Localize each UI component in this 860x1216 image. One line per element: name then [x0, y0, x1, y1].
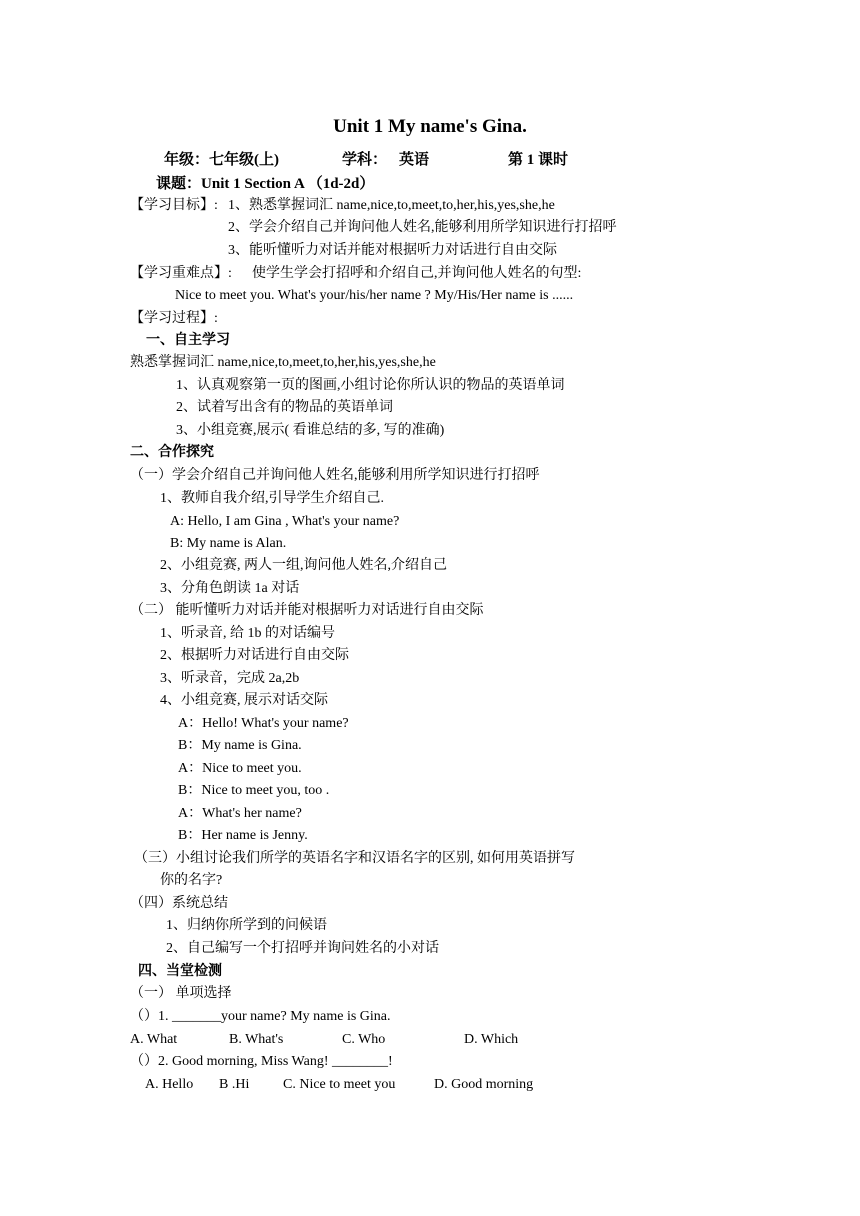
- part1-item: 2、试着写出含有的物品的英语单词: [176, 400, 393, 415]
- dialog-line: [178, 714, 349, 734]
- question-stem: （）2. Good morning, Miss Wang! ________!: [130, 1054, 393, 1069]
- part2-sub3-line: 你的名字?: [160, 873, 223, 888]
- process-label: 【学习过程】:: [130, 311, 218, 326]
- question-stem: （）1. _______your name? My name is Gina.: [130, 1009, 391, 1024]
- part2-sub2-item: 2、根据听力对话进行自由交际: [160, 648, 349, 663]
- grade-label: 年级：: [164, 152, 210, 168]
- objective-item: 1、熟悉掌握词汇 name,nice,to,meet,to,her,his,yes,she,he: [228, 198, 555, 213]
- dialog-line: [178, 804, 302, 824]
- answer-option: C. Nice to meet you: [283, 1077, 396, 1092]
- part2-sub2-item: 3、听录音，完成 2a,2b: [160, 671, 300, 686]
- part2-sub4-heading: （四）系统总结: [130, 896, 228, 911]
- dialog-line: [178, 826, 308, 846]
- subject-value: 英语: [399, 152, 430, 168]
- part1-item: 1、认真观察第一页的图画,小组讨论你所认识的物品的英语单词: [176, 378, 565, 393]
- dialog-text: Hello! What's your name?: [202, 716, 349, 731]
- dialog-speaker: A：: [178, 806, 203, 821]
- part4-heading: 四、当堂检测: [138, 964, 222, 979]
- dialog-text: Her name is Jenny.: [201, 828, 308, 843]
- part1-heading: 一、自主学习: [146, 333, 230, 348]
- grade-value: 七年级(上): [209, 152, 280, 168]
- topic-value: Unit 1 Section A （1d-2d）: [201, 176, 375, 192]
- dialog-line: [178, 781, 329, 801]
- key-points-sentence: Nice to meet you. What's your/his/her name ? My/His/Her name is ......: [175, 288, 574, 303]
- answer-option: A. What: [130, 1032, 178, 1047]
- dialog-text: My name is Gina.: [201, 738, 302, 753]
- part2-sub3-line: （三）小组讨论我们所学的英语名字和汉语名字的区别, 如何用英语拼写: [134, 851, 575, 866]
- document-title: Unit 1 My name's Gina.: [333, 116, 527, 137]
- dialog-line: [178, 759, 302, 779]
- part2-sub1-heading: （一）学会介绍自己并询问他人姓名,能够利用所学知识进行打招呼: [130, 468, 540, 483]
- part2-heading: 二、合作探究: [130, 445, 214, 460]
- objectives-label: 【学习目标】:: [130, 198, 218, 213]
- dialog-text: What's her name?: [202, 806, 302, 821]
- part1-item: 3、小组竞赛,展示( 看谁总结的多, 写的准确): [176, 423, 445, 438]
- key-points-text: 使学生学会打招呼和介绍自己,并询问他人姓名的句型:: [252, 266, 582, 281]
- topic-label: 课题：: [156, 176, 202, 192]
- answer-option: B. What's: [229, 1032, 284, 1047]
- answer-option: A. Hello: [145, 1077, 194, 1092]
- part2-sub4-item: 2、自己编写一个打招呼并询问姓名的小对话: [166, 941, 439, 956]
- grade-line: [164, 150, 279, 170]
- answer-option: D. Which: [464, 1032, 519, 1047]
- part2-sub1-item: 3、分角色朗读 1a 对话: [160, 581, 300, 596]
- part4-sub1-heading: （一） 单项选择: [130, 986, 232, 1001]
- dialog-line: [178, 736, 302, 756]
- dialog-speaker: B：: [178, 828, 202, 843]
- period-text: 第 1 课时: [508, 152, 569, 168]
- dialog-speaker: B：: [178, 783, 202, 798]
- part2-sub4-item: 1、归纳你所学到的问候语: [166, 918, 327, 933]
- objective-item: 3、能听懂听力对话并能对根据听力对话进行自由交际: [228, 243, 557, 258]
- part1-vocab: 熟悉掌握词汇 name,nice,to,meet,to,her,his,yes,she,he: [130, 355, 436, 370]
- dialog-line: B: My name is Alan.: [170, 536, 287, 551]
- dialog-speaker: A：: [178, 761, 203, 776]
- answer-option: C. Who: [342, 1032, 386, 1047]
- dialog-text: Nice to meet you, too .: [201, 783, 330, 798]
- part2-sub2-item: 1、听录音, 给 1b 的对话编号: [160, 626, 335, 641]
- part2-sub1-item: 1、教师自我介绍,引导学生介绍自己.: [160, 491, 384, 506]
- answer-option: B .Hi: [219, 1077, 250, 1092]
- objective-item: 2、学会介绍自己并询问他人姓名,能够利用所学知识进行打招呼: [228, 220, 617, 235]
- dialog-speaker: A：: [178, 716, 203, 731]
- part2-sub2-heading: （二） 能听懂听力对话并能对根据听力对话进行自由交际: [130, 603, 484, 618]
- part2-sub2-item: 4、小组竞赛, 展示对话交际: [160, 693, 328, 708]
- dialog-speaker: B：: [178, 738, 202, 753]
- subject-label: 学科：: [342, 152, 388, 168]
- part2-sub1-item: 2、小组竞赛, 两人一组,询问他人姓名,介绍自己: [160, 558, 447, 573]
- dialog-line: A: Hello, I am Gina , What's your name?: [170, 514, 400, 529]
- answer-option: D. Good morning: [434, 1077, 534, 1092]
- dialog-text: Nice to meet you.: [202, 761, 302, 776]
- topic-line: [156, 174, 374, 194]
- key-points-label: 【学习重难点】:: [130, 266, 232, 281]
- subject-line: [342, 150, 429, 170]
